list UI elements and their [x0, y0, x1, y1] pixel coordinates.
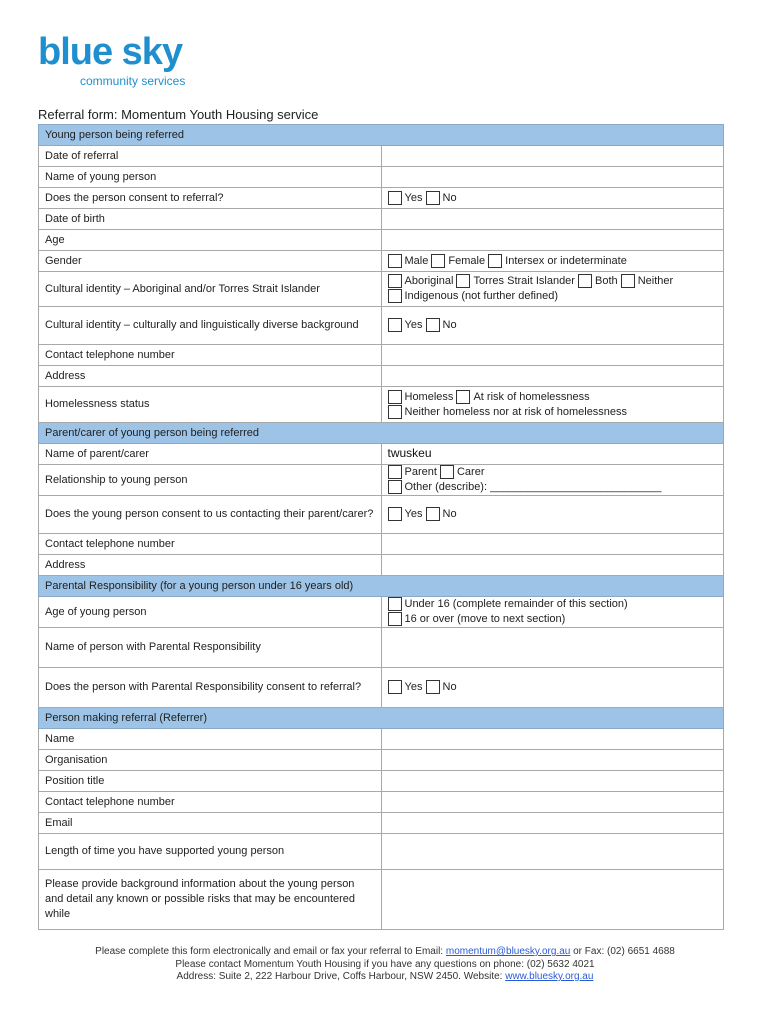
- field-label: Cultural identity – culturally and linguistically diverse background: [39, 307, 382, 345]
- footer-line-3: [0, 971, 770, 984]
- row-consent-contact: [39, 496, 724, 534]
- section-header-parental-responsibility: [39, 576, 724, 597]
- option-label: Intersex or indeterminate: [505, 254, 627, 267]
- organisation-input[interactable]: [381, 750, 724, 771]
- row-cultural-aboriginal: [39, 272, 724, 307]
- field-label: Name of person with Parental Responsibility: [39, 628, 382, 668]
- referrer-name-input[interactable]: [381, 729, 724, 750]
- option-label: No: [442, 508, 457, 520]
- section-title: Person making referral (Referrer): [45, 711, 207, 724]
- field-label: Name of parent/carer: [39, 444, 382, 465]
- field-label: Does the person consent to referral?: [39, 188, 382, 209]
- date-of-referral-input[interactable]: [381, 146, 724, 167]
- row-referrer-phone: [39, 792, 724, 813]
- row-background: [39, 870, 724, 930]
- field-label: Age: [39, 230, 382, 251]
- row-date-of-referral: [39, 146, 724, 167]
- row-length-support: [39, 834, 724, 870]
- field-label: Cultural identity – Aboriginal and/or Torres Strait Islander: [39, 272, 382, 307]
- pr-yes-checkbox[interactable]: [388, 680, 402, 694]
- option-label: Yes: [404, 508, 423, 520]
- option-label: Neither homeless nor at risk of homelessness: [404, 405, 628, 418]
- field-label: Age of young person: [39, 597, 382, 628]
- field-label: Date of birth: [39, 209, 382, 230]
- referrer-phone-input[interactable]: [381, 792, 724, 813]
- gender-intersex-checkbox[interactable]: [488, 254, 502, 268]
- option-label: No: [442, 681, 457, 693]
- option-label: Neither: [637, 275, 674, 287]
- field-label: Organisation: [39, 750, 382, 771]
- section-header-referrer: [39, 708, 724, 729]
- row-address: [39, 366, 724, 387]
- hs-homeless-checkbox[interactable]: [388, 390, 402, 404]
- ci-indigenous-checkbox[interactable]: [388, 289, 402, 303]
- dob-input[interactable]: [381, 209, 724, 230]
- field-label: Name of young person: [39, 167, 382, 188]
- ci-aboriginal-checkbox[interactable]: [388, 274, 402, 288]
- field-label: Please provide background information about the young person and detail any known or possible risks that may be encountered while: [39, 870, 382, 930]
- pr-name-input[interactable]: [381, 628, 724, 668]
- consent-yes-checkbox[interactable]: [388, 191, 402, 205]
- row-parent-name: [39, 444, 724, 465]
- field-label: Address: [39, 366, 382, 387]
- row-gender: [39, 251, 724, 272]
- row-phone: [39, 345, 724, 366]
- row-homelessness: [39, 387, 724, 423]
- option-label: Yes: [404, 191, 423, 204]
- row-pr-name: [39, 628, 724, 668]
- row-email: [39, 813, 724, 834]
- parent-address-input[interactable]: [381, 555, 724, 576]
- rel-parent-checkbox[interactable]: [388, 465, 402, 479]
- section-title: Parental Responsibility (for a young person under 16 years old): [45, 579, 354, 592]
- hs-at-risk-checkbox[interactable]: [456, 390, 470, 404]
- cc-yes-checkbox[interactable]: [388, 507, 402, 521]
- row-consent: [39, 188, 724, 209]
- field-label: Contact telephone number: [39, 792, 382, 813]
- row-pr-consent: [39, 668, 724, 708]
- field-label: Contact telephone number: [39, 345, 382, 366]
- logo-wordmark: blue sky: [38, 31, 183, 73]
- logo-tagline: community services: [80, 74, 186, 88]
- field-label: Relationship to young person: [39, 465, 382, 496]
- form-title: Referral form: Momentum Youth Housing service: [38, 107, 319, 122]
- field-label: Homelessness status: [39, 387, 382, 423]
- referral-form-table: [38, 124, 724, 930]
- row-parent-address: [39, 555, 724, 576]
- footer: [0, 946, 770, 984]
- parent-phone-input[interactable]: [381, 534, 724, 555]
- row-parent-phone: [39, 534, 724, 555]
- option-label: Female: [448, 254, 486, 267]
- rel-carer-checkbox[interactable]: [440, 465, 454, 479]
- field-label: Gender: [39, 251, 382, 272]
- option-label: Aboriginal: [404, 275, 454, 287]
- footer-text: or Fax: (02) 6651 4688: [573, 946, 675, 957]
- option-label: Male: [404, 254, 429, 267]
- field-label: Date of referral: [39, 146, 382, 167]
- ci-neither-checkbox[interactable]: [621, 274, 635, 288]
- field-label: Does the person with Parental Responsibility consent to referral?: [39, 668, 382, 708]
- email-link[interactable]: momentum@bluesky.org.au: [445, 946, 571, 957]
- option-label: Homeless: [404, 390, 454, 403]
- option-label: No: [442, 191, 457, 204]
- row-organisation: [39, 750, 724, 771]
- row-name-young-person: [39, 167, 724, 188]
- row-age: [39, 230, 724, 251]
- option-label: Torres Strait Islander: [473, 275, 575, 287]
- row-cultural-cald: [39, 307, 724, 345]
- footer-line-2: Please contact Momentum Youth Housing if you have any questions on phone: (02) 5632 4021: [175, 958, 595, 970]
- option-label: Both: [595, 275, 618, 287]
- gender-female-checkbox[interactable]: [431, 254, 445, 268]
- parent-name-input[interactable]: [381, 444, 724, 465]
- field-label: Name: [39, 729, 382, 750]
- option-label: Yes: [404, 319, 423, 331]
- background-input[interactable]: [381, 870, 724, 930]
- cald-yes-checkbox[interactable]: [388, 318, 402, 332]
- email-input[interactable]: [381, 813, 724, 834]
- footer-text: Please complete this form electronically and email or fax your referral to Email:: [95, 946, 444, 957]
- option-label: 16 or over (move to next section): [404, 613, 566, 625]
- row-dob: [39, 209, 724, 230]
- pr-no-checkbox[interactable]: [426, 680, 440, 694]
- option-label: Indigenous (not further defined): [404, 290, 558, 302]
- ci-both-checkbox[interactable]: [578, 274, 592, 288]
- young-person-name-input[interactable]: [381, 167, 724, 188]
- position-input[interactable]: [381, 771, 724, 792]
- cc-no-checkbox[interactable]: [426, 507, 440, 521]
- field-label: Does the young person consent to us contacting their parent/carer?: [39, 496, 382, 534]
- website-link[interactable]: www.bluesky.org.au: [505, 971, 594, 982]
- section-title: Young person being referred: [45, 128, 185, 141]
- option-label: Other (describe): ____________________________: [404, 481, 662, 493]
- age-under-16-checkbox[interactable]: [388, 597, 402, 611]
- option-label: Under 16 (complete remainder of this section): [404, 598, 628, 610]
- option-label: Carer: [456, 466, 485, 478]
- age-16-over-checkbox[interactable]: [388, 612, 402, 626]
- section-header-parent: [39, 423, 724, 444]
- option-label: Yes: [404, 681, 423, 693]
- field-label: Email: [39, 813, 382, 834]
- rel-other-checkbox[interactable]: [388, 480, 402, 494]
- section-title: Parent/carer of young person being referred: [45, 426, 260, 439]
- parent-name-value: twuskeu: [387, 446, 432, 460]
- row-pr-age: [39, 597, 724, 628]
- age-input[interactable]: [381, 230, 724, 251]
- field-label: Position title: [39, 771, 382, 792]
- section-header-young-person: [39, 125, 724, 146]
- option-label: At risk of homelessness: [473, 390, 590, 403]
- young-person-phone-input[interactable]: [381, 345, 724, 366]
- row-relationship: [39, 465, 724, 496]
- length-support-input[interactable]: [381, 834, 724, 870]
- cald-no-checkbox[interactable]: [426, 318, 440, 332]
- young-person-address-input[interactable]: [381, 366, 724, 387]
- consent-no-checkbox[interactable]: [426, 191, 440, 205]
- ci-tsi-checkbox[interactable]: [456, 274, 470, 288]
- row-position: [39, 771, 724, 792]
- field-label: Contact telephone number: [39, 534, 382, 555]
- option-label: Parent: [404, 466, 437, 478]
- gender-male-checkbox[interactable]: [388, 254, 402, 268]
- field-label: Length of time you have supported young person: [39, 834, 382, 870]
- footer-line-1: [0, 946, 770, 959]
- row-referrer-name: [39, 729, 724, 750]
- bluesky-logo: [38, 31, 228, 88]
- field-label: Address: [39, 555, 382, 576]
- hs-neither-checkbox[interactable]: [388, 405, 402, 419]
- footer-text: Address: Suite 2, 222 Harbour Drive, Coffs Harbour, NSW 2450. Website:: [176, 971, 503, 982]
- option-label: No: [442, 319, 457, 331]
